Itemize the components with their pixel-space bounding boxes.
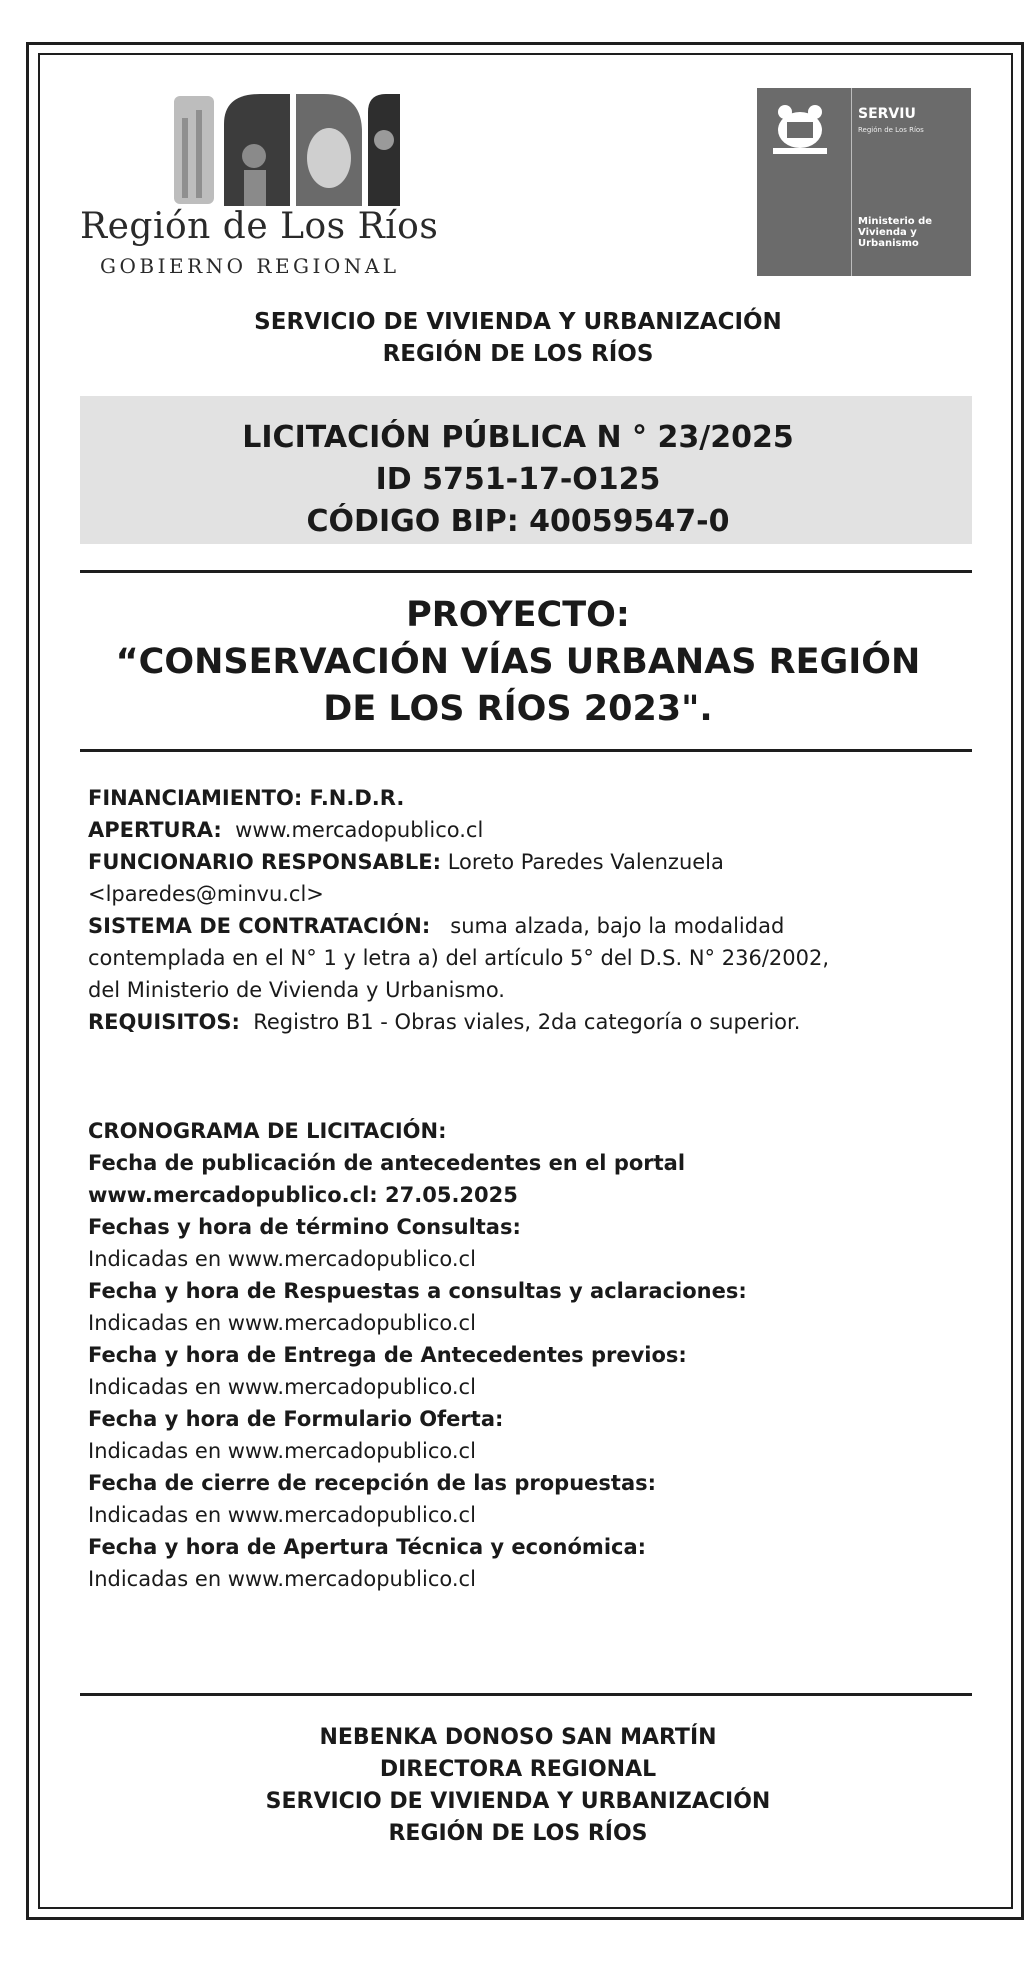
sistema-label: SISTEMA DE CONTRATACIÓN:	[88, 914, 431, 938]
region-name: Región de Los Ríos	[80, 206, 439, 247]
cronograma-item-value: Indicadas en www.mercadopublico.cl	[88, 1567, 476, 1591]
cronograma-item-label: Fecha y hora de Respuestas a consultas y aclaraciones:	[88, 1279, 747, 1303]
cronograma-item-label: Fecha y hora de Apertura Técnica y económica:	[88, 1535, 647, 1559]
cronograma-item-label: Fecha y hora de Entrega de Antecedentes previos:	[88, 1343, 687, 1367]
cronograma-item	[88, 1467, 968, 1531]
cronograma-item	[88, 1275, 968, 1339]
divider	[80, 1693, 972, 1696]
funcionario-value: Loreto Paredes Valenzuela	[447, 850, 724, 874]
serviu-region: Región de Los Ríos	[858, 126, 924, 134]
publicacion-line-2: www.mercadopublico.cl: 27.05.2025	[88, 1183, 518, 1207]
cronograma-item-value: Indicadas en www.mercadopublico.cl	[88, 1311, 476, 1335]
apertura-label: APERTURA:	[88, 818, 222, 842]
cronograma-item-value: Indicadas en www.mercadopublico.cl	[88, 1247, 476, 1271]
header-line-2: REGIÓN DE LOS RÍOS	[382, 341, 654, 367]
signatory-title: DIRECTORA REGIONAL	[379, 1757, 657, 1782]
requisitos	[88, 1006, 968, 1038]
funcionario	[88, 846, 968, 878]
region-logo-icon	[164, 88, 414, 206]
licitacion-number: LICITACIÓN PÚBLICA N ° 23/2025	[242, 420, 794, 455]
ministry-name: Ministerio de Vivienda y Urbanismo	[858, 216, 933, 249]
footer-region: REGIÓN DE LOS RÍOS	[388, 1821, 648, 1846]
cronograma-item	[88, 1403, 968, 1467]
details-block	[88, 782, 968, 1038]
signatory-name: NEBENKA DONOSO SAN MARTÍN	[319, 1725, 717, 1750]
sistema	[88, 910, 968, 942]
publicacion-line-1: Fecha de publicación de antecedentes en el portal	[88, 1151, 686, 1175]
project-title-line-2: DE LOS RÍOS 2023".	[323, 689, 713, 729]
coat-of-arms-icon	[757, 88, 843, 168]
sistema-value-2: contemplada en el N° 1 y letra a) del artículo 5° del D.S. N° 236/2002,	[88, 946, 830, 970]
divider	[80, 749, 972, 752]
cronograma-item-label: Fechas y hora de término Consultas:	[88, 1215, 521, 1239]
project-title-line-1: “CONSERVACIÓN VÍAS URBANAS REGIÓN	[115, 642, 921, 682]
serviu-text	[851, 88, 972, 276]
footer-service: SERVICIO DE VIVIENDA Y URBANIZACIÓN	[265, 1789, 771, 1814]
cronograma-item	[88, 1339, 968, 1403]
funcionario-label: FUNCIONARIO RESPONSABLE:	[88, 850, 441, 874]
region-subtitle: GOBIERNO REGIONAL	[100, 254, 400, 278]
cronograma-item-value: Indicadas en www.mercadopublico.cl	[88, 1439, 476, 1463]
licitacion-id: ID 5751-17-O125	[375, 462, 661, 497]
header-line-1: SERVICIO DE VIVIENDA Y URBANIZACIÓN	[254, 309, 782, 335]
project-label: PROYECTO:	[406, 595, 630, 635]
cronograma-item-value: Indicadas en www.mercadopublico.cl	[88, 1503, 476, 1527]
sistema-value-3: del Ministerio de Vivienda y Urbanismo.	[88, 978, 505, 1002]
apertura	[88, 814, 968, 846]
requisitos-value: Registro B1 - Obras viales, 2da categoría o superior.	[253, 1010, 801, 1034]
requisitos-label: REQUISITOS:	[88, 1010, 240, 1034]
cronograma-item-label: Fecha y hora de Formulario Oferta:	[88, 1407, 504, 1431]
cronograma-item	[88, 1531, 968, 1595]
financiamiento: FINANCIAMIENTO: F.N.D.R.	[88, 786, 405, 810]
serviu-title: SERVIU	[858, 106, 916, 122]
funcionario-email: <lparedes@minvu.cl>	[88, 882, 324, 906]
apertura-value: www.mercadopublico.cl	[235, 818, 484, 842]
cronograma-item-label: Fecha de cierre de recepción de las propuestas:	[88, 1471, 657, 1495]
licitacion-bip: CÓDIGO BIP: 40059547-0	[306, 504, 730, 539]
cronograma-item	[88, 1211, 968, 1275]
sistema-value-1: suma alzada, bajo la modalidad	[450, 914, 785, 938]
divider	[80, 570, 972, 573]
serviu-logo	[757, 88, 971, 276]
cronograma-item-value: Indicadas en www.mercadopublico.cl	[88, 1375, 476, 1399]
cronograma-title: CRONOGRAMA DE LICITACIÓN:	[88, 1119, 447, 1143]
chile-coat-of-arms	[757, 88, 843, 276]
gobierno-regional-logo	[76, 88, 439, 288]
cronograma-block	[88, 1115, 968, 1595]
